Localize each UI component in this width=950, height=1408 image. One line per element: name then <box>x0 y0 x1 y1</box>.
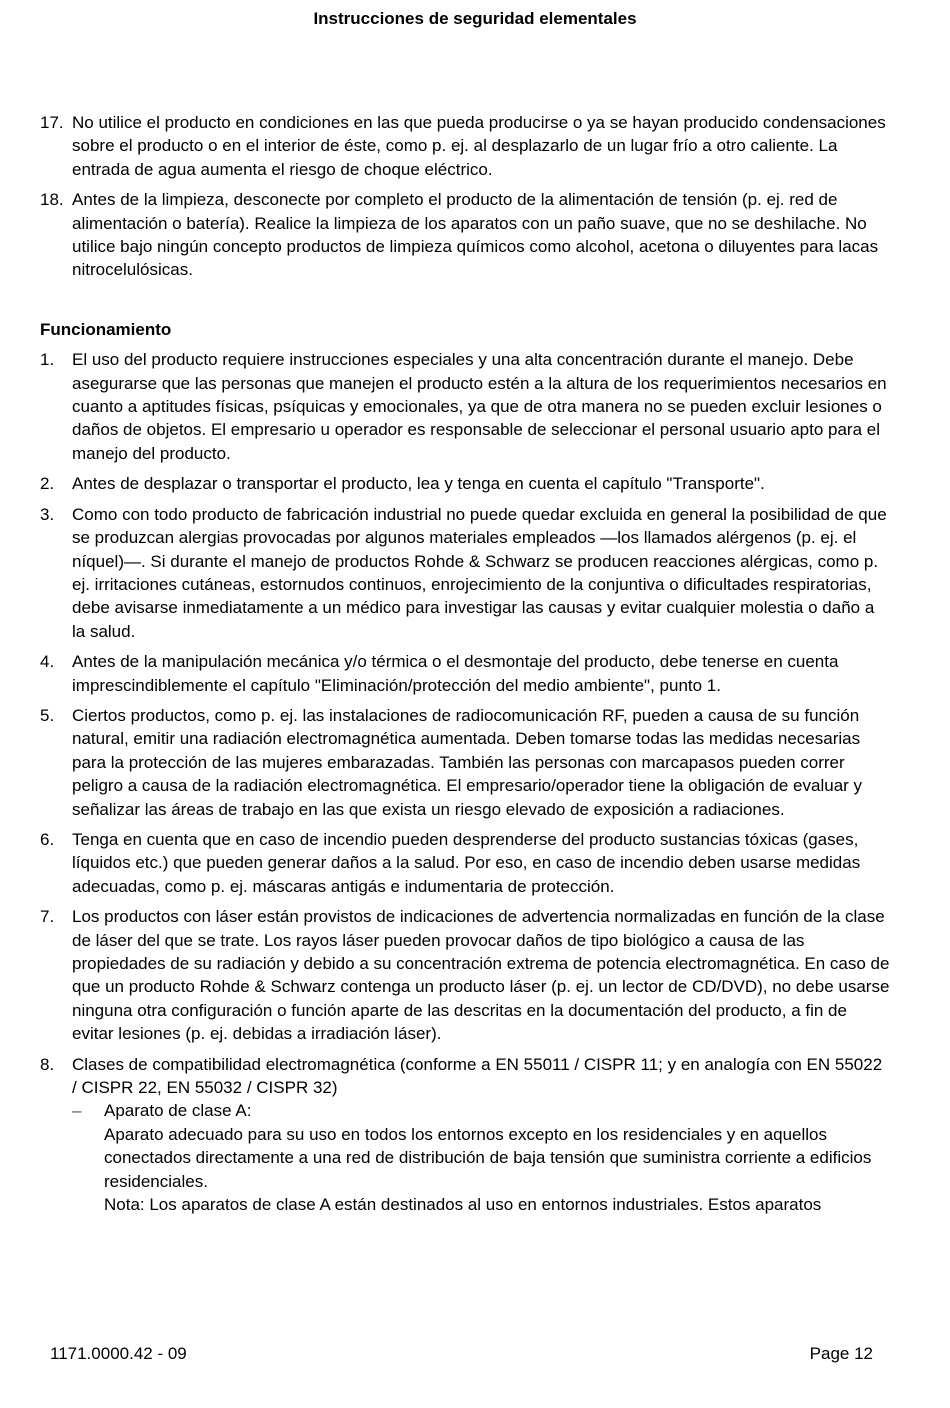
item-text: Como con todo producto de fabricación industrial no puede quedar excluida en general la posibilidad de que se produzcan alergias provocadas por algunos materiales empleados —los llamados alérgenos (p. ej. el níquel)—. Si durante el manejo de productos Rohde & Schwarz se producen reacciones alérgicas, como p. ej. irritaciones cutáneas, estornudos continuos, enrojecimiento de la conjuntiva o dificultades respiratorias, debe avisarse inmediatamente a un médico para investigar las causas y evitar cualquier molestia o daño a la salud. <box>72 504 887 641</box>
item-text: Antes de desplazar o transportar el producto, lea y tenga en cuenta el capítulo "Transporte". <box>72 474 765 494</box>
dash-bullet: – <box>72 1101 82 1121</box>
list-item-7 <box>40 905 890 1045</box>
list-item-4 <box>40 650 890 697</box>
item-number: 2. <box>40 474 55 494</box>
sub-item-note: Nota: Los aparatos de clase A están destinados al uso en entornos industriales. Estos aparatos <box>104 1195 822 1215</box>
sub-item-title: Aparato de clase A: <box>104 1101 252 1121</box>
item-number: 7. <box>40 907 55 927</box>
page-header: Instrucciones de seguridad elementales <box>313 9 637 28</box>
section-heading: Funcionamiento <box>40 319 172 339</box>
list-item-1 <box>40 348 890 465</box>
item-number: 1. <box>40 350 55 370</box>
item-number: 18. <box>40 190 64 210</box>
list-item-17 <box>40 111 890 181</box>
item-number: 8. <box>40 1054 55 1074</box>
list-item-18 <box>40 188 890 282</box>
page-number: Page 12 <box>809 1344 873 1363</box>
item-text: Antes de la limpieza, desconecte por completo el producto de la alimentación de tensión (p. ej. red de alimentación o batería). Realice la limpieza de los aparatos con un paño suave, que no se deshilache. No utilice bajo ningún concepto productos de limpieza químicos como alcohol, acetona o diluyentes para lacas nitrocelulósicas. <box>72 190 879 280</box>
item-number: 17. <box>40 113 64 132</box>
sub-item-text: Aparato adecuado para su uso en todos los entornos excepto en los residenciales y en aquellos conectados directamente a una red de distribución de baja tensión que suministra corriente a edificios residenciales. <box>104 1124 872 1191</box>
item-number: 4. <box>40 652 55 672</box>
list-item-8 <box>40 1053 890 1217</box>
list-item-5 <box>40 704 890 821</box>
sub-item-class-a <box>72 1099 890 1216</box>
document-body <box>40 111 890 1223</box>
item-text: No utilice el producto en condiciones en las que pueda producirse o ya se hayan producido condensaciones sobre el producto o en el interior de éste, como p. ej. al desplazarlo de un lugar frío a otro caliente. La entrada de agua aumenta el riesgo de choque eléctrico. <box>72 113 886 179</box>
item-number: 6. <box>40 829 55 849</box>
item-text: Ciertos productos, como p. ej. las instalaciones de radiocomunicación RF, pueden a causa de su función natural, emitir una radiación electromagnética aumentada. Deben tomarse todas las medidas necesarias para la protección de las mujeres embarazadas. También las personas con marcapasos pueden correr peligro a causa de la radiación electromagnética. El empresario/operador tiene la obligación de evaluar y señalizar las áreas de trabajo en las que exista un riesgo elevado de exposición a radiaciones. <box>72 705 863 819</box>
item-text: El uso del producto requiere instrucciones especiales y una alta concentración durante el manejo. Debe asegurarse que las personas que manejen el producto estén a la altura de los requerimientos necesarios en cuanto a aptitudes físicas, psíquicas y emocionales, ya que de otra manera no se pueden excluir lesiones o daños de objetos. El empresario u operador es responsable de seleccionar el personal usuario apto para el manejo del producto. <box>72 350 887 463</box>
item-text: Clases de compatibilidad electromagnética (conforme a EN 55011 / CISPR 11; y en analogía con EN 55022 / CISPR 22, EN 55032 / CISPR 32) <box>72 1054 883 1098</box>
list-item-2 <box>40 472 890 495</box>
list-item-6 <box>40 828 890 898</box>
document-number: 1171.0000.42 - 09 <box>50 1344 187 1363</box>
item-text: Los productos con láser están provistos de indicaciones de advertencia normalizadas en función de la clase de láser del que se trate. Los rayos láser pueden provocar daños de tipo biológico a causa de las propiedades de su radiación y debido a su concentración extrema de potencia electromagnética. En caso de que un producto Rohde & Schwarz contenga un producto láser (p. ej. un lector de CD/DVD), no debe usarse ninguna otra configuración o función aparte de las descritas en la documentación del producto, a fin de evitar lesiones (p. ej. debidas a irradiación láser). <box>72 907 890 1044</box>
item-text: Antes de la manipulación mecánica y/o térmica o el desmontaje del producto, debe tenerse en cuenta imprescindiblemente el capítulo "Eliminación/protección del medio ambiente", punto 1. <box>72 652 839 695</box>
item-number: 5. <box>40 705 55 725</box>
item-number: 3. <box>40 504 55 524</box>
list-item-3 <box>40 503 890 643</box>
item-text: Tenga en cuenta que en caso de incendio pueden desprenderse del producto sustancias tóxicas (gases, líquidos etc.) que pueden generar daños a la salud. Por eso, en caso de incendio deben usarse medidas adecuadas, como p. ej. máscaras antigás e indumentaria de protección. <box>72 829 861 896</box>
